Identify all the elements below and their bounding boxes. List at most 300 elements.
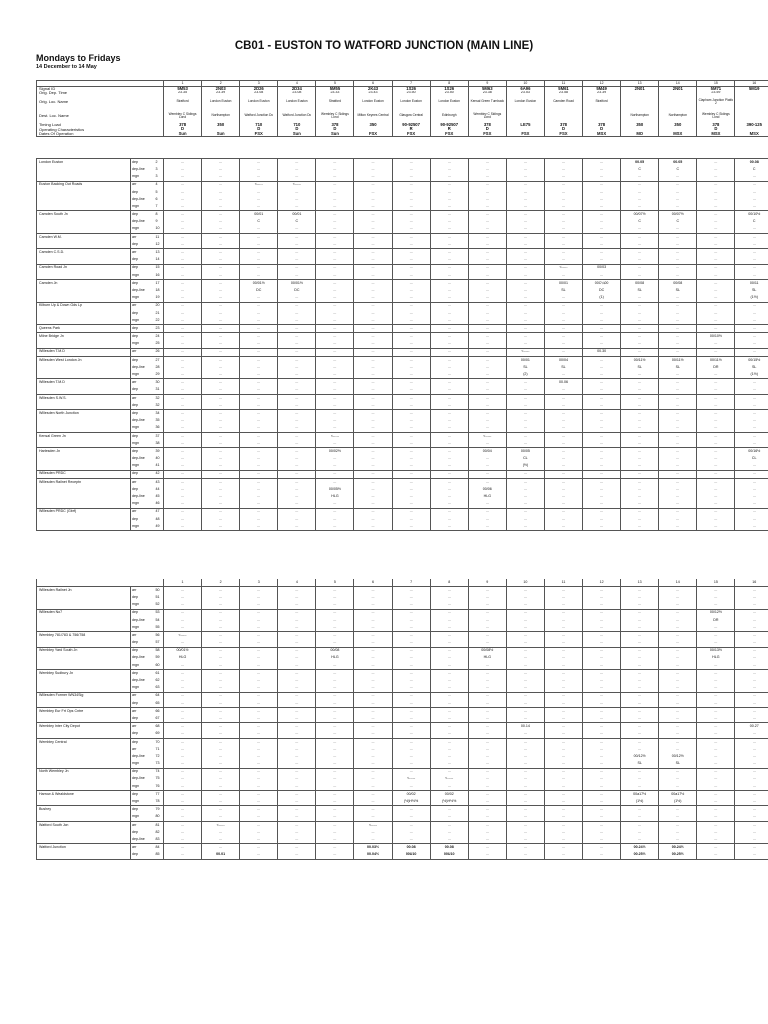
time-cell: ... — [354, 791, 392, 799]
time-cell: ... — [506, 173, 544, 181]
time-cell: ... — [659, 256, 697, 264]
time-cell: HLG — [316, 655, 354, 662]
row-number: 24 — [155, 333, 164, 341]
time-cell: ... — [468, 821, 506, 829]
time-cell: ... — [202, 410, 240, 418]
time-cell: ... — [392, 379, 430, 387]
time-cell: ... — [544, 272, 582, 280]
timetable-row — [37, 798, 768, 806]
timetable-row — [37, 333, 768, 341]
header-cell: 11 — [544, 579, 582, 586]
time-cell: ... — [735, 700, 768, 708]
time-cell: ... — [392, 753, 430, 760]
time-cell: ... — [316, 791, 354, 799]
time-cell: ... — [506, 753, 544, 760]
time-cell: ... — [735, 821, 768, 829]
header-cell: 378 — [697, 123, 735, 127]
timetable-row — [37, 493, 768, 500]
time-cell: ... — [544, 196, 582, 203]
header-cell: 23.35 — [164, 91, 202, 95]
time-cell: ... — [354, 806, 392, 814]
time-cell: ... — [468, 624, 506, 632]
activity-type: dep — [131, 256, 155, 264]
time-cell: ... — [278, 241, 316, 249]
activity-type: mgn — [131, 425, 155, 433]
time-cell: ... — [621, 500, 659, 508]
time-cell: ... — [621, 173, 659, 181]
time-cell: ... — [506, 731, 544, 739]
time-cell: ... — [468, 364, 506, 371]
time-cell: ... — [583, 417, 621, 424]
time-cell: ... — [354, 632, 392, 640]
time-cell: ... — [164, 173, 202, 181]
time-cell: ... — [240, 523, 278, 531]
time-cell: ... — [430, 783, 468, 791]
time-cell: ... — [164, 791, 202, 799]
time-cell: ... — [506, 241, 544, 249]
time-cell: ... — [544, 715, 582, 723]
time-cell: ... — [430, 256, 468, 264]
time-cell: ... — [240, 601, 278, 609]
timetable-row — [37, 356, 768, 364]
activity-type: dep — [131, 791, 155, 799]
time-cell: ... — [164, 821, 202, 829]
time-cell: ... — [659, 662, 697, 670]
time-cell: ... — [430, 516, 468, 523]
activity-type: dep — [131, 768, 155, 776]
location-name — [37, 440, 131, 448]
time-cell: ... — [354, 440, 392, 448]
header-cell — [735, 95, 768, 109]
timetable-row — [37, 211, 768, 219]
time-cell: ... — [202, 264, 240, 272]
header-cell: 5M63 — [468, 87, 506, 92]
row-number: 6 — [155, 196, 158, 201]
time-cell: ... — [278, 852, 316, 860]
header-cell: 5M61 — [544, 87, 582, 92]
header-cell: 23.53 — [506, 91, 544, 95]
time-cell: ... — [202, 708, 240, 716]
time-cell: <----- — [354, 821, 392, 829]
time-cell: ... — [583, 189, 621, 196]
time-cell: ... — [202, 233, 240, 241]
time-cell: (½) — [506, 463, 544, 471]
time-cell: ... — [735, 670, 768, 678]
time-cell: ... — [659, 617, 697, 624]
timetable-row — [37, 264, 768, 272]
time-cell: ... — [697, 256, 735, 264]
time-cell: ... — [278, 410, 316, 418]
location-name — [37, 364, 131, 371]
time-cell: ... — [621, 647, 659, 655]
time-cell: SL — [544, 364, 582, 371]
time-cell: ... — [316, 662, 354, 670]
time-cell: ... — [164, 617, 202, 624]
time-cell: ... — [354, 425, 392, 433]
time-cell: HLG — [468, 493, 506, 500]
time-cell: ... — [164, 280, 202, 288]
header-cell: R — [430, 127, 468, 131]
time-cell: ... — [392, 647, 430, 655]
time-cell: ... — [354, 601, 392, 609]
time-cell: ... — [240, 272, 278, 280]
time-cell: ... — [621, 738, 659, 746]
time-cell: ... — [240, 302, 278, 310]
time-cell: ... — [202, 753, 240, 760]
activity-type: mgn — [131, 203, 155, 211]
time-cell: ... — [430, 587, 468, 595]
time-cell: ... — [354, 753, 392, 760]
time-cell: ... — [430, 821, 468, 829]
timetable-row — [37, 166, 768, 173]
time-cell: ... — [164, 624, 202, 632]
time-cell: ... — [202, 166, 240, 173]
time-cell: ... — [392, 700, 430, 708]
time-cell: ... — [506, 738, 544, 746]
time-cell: ... — [316, 776, 354, 783]
time-cell: ... — [468, 523, 506, 531]
time-cell: ... — [659, 249, 697, 257]
time-cell: ... — [544, 463, 582, 471]
time-cell: ... — [202, 516, 240, 523]
time-cell: ... — [354, 655, 392, 662]
time-cell: ... — [468, 211, 506, 219]
time-cell: ... — [621, 440, 659, 448]
row-number: 50 — [155, 587, 164, 595]
header-cell: 23.39 — [583, 91, 621, 95]
header-cell: D — [468, 127, 506, 131]
time-cell: ... — [430, 692, 468, 700]
time-cell: ... — [392, 486, 430, 493]
location-name — [37, 219, 131, 226]
time-cell: ... — [735, 500, 768, 508]
time-cell: ... — [240, 836, 278, 844]
row-number: 57 — [155, 640, 160, 645]
time-cell: ... — [735, 738, 768, 746]
time-cell: ... — [506, 632, 544, 640]
time-cell: (1½) — [621, 798, 659, 806]
time-cell: ... — [659, 806, 697, 814]
time-cell: ... — [278, 256, 316, 264]
time-cell: ... — [202, 662, 240, 670]
location-name: Wembley Yard South Jn — [37, 647, 131, 655]
time-cell: ... — [278, 173, 316, 181]
time-cell: ... — [278, 294, 316, 302]
row-number: 77 — [155, 791, 164, 799]
document-title: CB01 - EUSTON TO WATFORD JUNCTION (MAIN LINE) — [234, 40, 534, 52]
time-cell: ... — [392, 508, 430, 516]
time-cell: ... — [468, 256, 506, 264]
time-cell: ... — [278, 768, 316, 776]
time-cell: ... — [621, 814, 659, 822]
time-cell: ... — [659, 829, 697, 836]
location-name — [37, 402, 131, 410]
time-cell: 00/11½ — [659, 356, 697, 364]
time-cell: ... — [278, 814, 316, 822]
time-cell: ... — [240, 844, 278, 852]
header-label: Orig. Dep. Time — [37, 91, 164, 95]
time-cell: ... — [240, 203, 278, 211]
header-cell — [506, 109, 544, 123]
time-cell: 00/02 — [430, 791, 468, 799]
time-cell: ... — [278, 364, 316, 371]
activity-type: mgn — [131, 371, 155, 379]
activity-type: dep — [131, 310, 155, 317]
time-cell: DC — [240, 287, 278, 294]
time-cell: ... — [240, 241, 278, 249]
time-cell: ... — [202, 632, 240, 640]
time-cell: C — [278, 219, 316, 226]
header-label: Signal ID — [37, 87, 164, 92]
time-cell: ... — [240, 166, 278, 173]
time-cell: ... — [202, 738, 240, 746]
time-cell: 00a17½ — [621, 791, 659, 799]
location-name: Watford South Jcn — [37, 821, 131, 829]
time-cell: ... — [316, 617, 354, 624]
timetable-row — [37, 639, 768, 647]
time-cell: ... — [621, 478, 659, 486]
time-cell: ... — [735, 836, 768, 844]
time-cell: ... — [316, 829, 354, 836]
location-name — [37, 617, 131, 624]
activity-type: arr — [131, 844, 155, 852]
time-cell: ... — [506, 776, 544, 783]
header-label: Dest. Loc. Name — [37, 109, 164, 123]
time-cell: ... — [164, 394, 202, 402]
location-name — [37, 516, 131, 523]
location-name — [37, 776, 131, 783]
time-cell: ... — [583, 692, 621, 700]
time-cell: ... — [240, 348, 278, 356]
location-name — [37, 624, 131, 632]
timetable-row — [37, 523, 768, 531]
time-cell: ... — [316, 738, 354, 746]
time-cell: ... — [202, 493, 240, 500]
time-cell: ... — [430, 594, 468, 601]
time-cell: 00/02½ — [316, 448, 354, 456]
time-cell: ... — [506, 256, 544, 264]
time-cell: ... — [621, 348, 659, 356]
time-cell: ... — [468, 814, 506, 822]
time-cell: ... — [202, 203, 240, 211]
time-cell: ... — [621, 233, 659, 241]
time-cell: ... — [506, 523, 544, 531]
time-cell: ... — [278, 249, 316, 257]
row-number: 38 — [155, 440, 160, 445]
time-cell: ... — [621, 806, 659, 814]
time-cell: ... — [430, 302, 468, 310]
time-cell: ... — [621, 379, 659, 387]
time-cell: ... — [621, 402, 659, 410]
time-cell: ... — [354, 587, 392, 595]
time-cell: ... — [278, 655, 316, 662]
header-cell: London Euston — [392, 95, 430, 109]
time-cell: ... — [544, 440, 582, 448]
location-name — [37, 189, 131, 196]
time-cell: ... — [392, 814, 430, 822]
time-cell: ... — [430, 662, 468, 670]
time-cell: ... — [164, 753, 202, 760]
time-cell: ... — [468, 394, 506, 402]
location-name: Willesden Former WN34Sig — [37, 692, 131, 700]
time-cell: ... — [354, 609, 392, 617]
time-cell: ... — [392, 738, 430, 746]
time-cell: ... — [316, 264, 354, 272]
activity-type: dep — [131, 670, 155, 678]
time-cell: 00/07½ — [621, 211, 659, 219]
time-cell: ... — [278, 731, 316, 739]
time-cell: ... — [621, 768, 659, 776]
time-cell: SL — [659, 364, 697, 371]
time-cell: ... — [735, 264, 768, 272]
header-cell: Watford Junction Dc — [278, 109, 316, 123]
time-cell: ... — [583, 836, 621, 844]
time-cell: <----- — [316, 432, 354, 440]
time-cell: ... — [506, 272, 544, 280]
time-cell: ... — [354, 394, 392, 402]
time-cell: ... — [202, 700, 240, 708]
time-cell: ... — [468, 463, 506, 471]
time-cell: ... — [316, 463, 354, 471]
time-cell: ... — [278, 670, 316, 678]
row-number: 40 — [155, 456, 160, 461]
time-cell: ... — [354, 364, 392, 371]
timetable-row — [37, 677, 768, 684]
time-cell: ... — [392, 203, 430, 211]
time-cell: ... — [544, 670, 582, 678]
time-cell: ... — [164, 226, 202, 234]
time-cell: ... — [506, 486, 544, 493]
time-cell: ... — [202, 670, 240, 678]
location-name — [37, 601, 131, 609]
location-name: Bushey — [37, 806, 131, 814]
time-cell: ... — [544, 470, 582, 478]
time-cell: ... — [735, 249, 768, 257]
time-cell: ... — [735, 379, 768, 387]
time-cell: ... — [697, 294, 735, 302]
time-cell: ... — [392, 708, 430, 716]
timetable-row — [37, 196, 768, 203]
time-cell: ... — [659, 523, 697, 531]
time-cell: ... — [316, 310, 354, 317]
timetable-row — [37, 776, 768, 783]
time-cell: ... — [468, 173, 506, 181]
time-cell: ... — [506, 639, 544, 647]
time-cell: ... — [164, 587, 202, 595]
location-name: Queens Park — [37, 325, 131, 333]
header-cell: Sun — [164, 132, 202, 137]
time-cell: ... — [164, 463, 202, 471]
time-cell: ... — [240, 173, 278, 181]
time-cell: 00.30 — [583, 348, 621, 356]
time-cell: ... — [735, 394, 768, 402]
time-cell: ... — [164, 708, 202, 716]
time-cell: ... — [735, 325, 768, 333]
time-cell: ... — [544, 159, 582, 167]
row-number: 8 — [155, 211, 164, 219]
activity-type: dep-line — [131, 655, 155, 662]
time-cell: ... — [735, 791, 768, 799]
time-cell: ... — [659, 325, 697, 333]
timetable-row — [37, 364, 768, 371]
time-cell: ... — [583, 639, 621, 647]
activity-type: mgn — [131, 523, 155, 531]
time-cell: ... — [278, 463, 316, 471]
header-cell: 350 — [202, 123, 240, 127]
header-cell: Northampton — [202, 109, 240, 123]
time-cell: ... — [621, 470, 659, 478]
time-cell: ... — [659, 723, 697, 731]
time-cell: <----- — [278, 181, 316, 189]
time-cell: ... — [240, 196, 278, 203]
time-cell: ... — [354, 700, 392, 708]
time-cell: 00.01 — [202, 852, 240, 860]
time-cell: ... — [735, 715, 768, 723]
time-cell: ... — [621, 325, 659, 333]
time-cell: ... — [583, 448, 621, 456]
time-cell: ... — [316, 684, 354, 692]
time-cell: ... — [621, 692, 659, 700]
time-cell: ... — [354, 249, 392, 257]
row-number: 58 — [155, 647, 164, 655]
time-cell: ... — [735, 241, 768, 249]
time-cell: ... — [278, 317, 316, 325]
time-cell: ... — [316, 348, 354, 356]
time-cell: ... — [278, 662, 316, 670]
time-cell: ... — [506, 806, 544, 814]
time-cell: ... — [735, 463, 768, 471]
time-cell: ... — [392, 731, 430, 739]
time-cell: ... — [468, 241, 506, 249]
time-cell: ... — [544, 294, 582, 302]
time-cell: 00.05 — [621, 159, 659, 167]
header-label: Operating Characteristics — [37, 127, 164, 131]
header-cell: Edinburgh — [430, 109, 468, 123]
time-cell: C — [735, 166, 768, 173]
time-cell: ... — [164, 783, 202, 791]
time-cell: ... — [659, 181, 697, 189]
timetable-row — [37, 791, 768, 799]
time-cell: ... — [392, 455, 430, 462]
time-cell: ... — [697, 852, 735, 860]
header-cell: 6 — [354, 81, 392, 87]
time-cell: ... — [202, 760, 240, 768]
time-cell: ... — [468, 233, 506, 241]
time-cell: ... — [164, 814, 202, 822]
time-cell: ... — [354, 159, 392, 167]
activity-type: dep — [131, 211, 155, 219]
header-cell: Stratford — [316, 95, 354, 109]
row-number: 3 — [155, 166, 158, 171]
time-cell: SL — [659, 760, 697, 768]
time-cell: ... — [583, 768, 621, 776]
time-cell: ... — [659, 463, 697, 471]
time-cell: ... — [506, 203, 544, 211]
time-cell: ... — [659, 639, 697, 647]
time-cell: ... — [659, 417, 697, 424]
time-cell: ... — [583, 760, 621, 768]
header-cell: 8 — [430, 81, 468, 87]
time-cell: 00/08 — [316, 647, 354, 655]
header-cell: 23.33 — [316, 91, 354, 95]
timetable-row — [37, 448, 768, 456]
row-number: 7 — [155, 203, 158, 208]
timetable-row — [37, 302, 768, 310]
time-cell: C — [621, 166, 659, 173]
time-cell: ... — [659, 348, 697, 356]
timetable-row — [37, 708, 768, 716]
time-cell: ... — [316, 394, 354, 402]
